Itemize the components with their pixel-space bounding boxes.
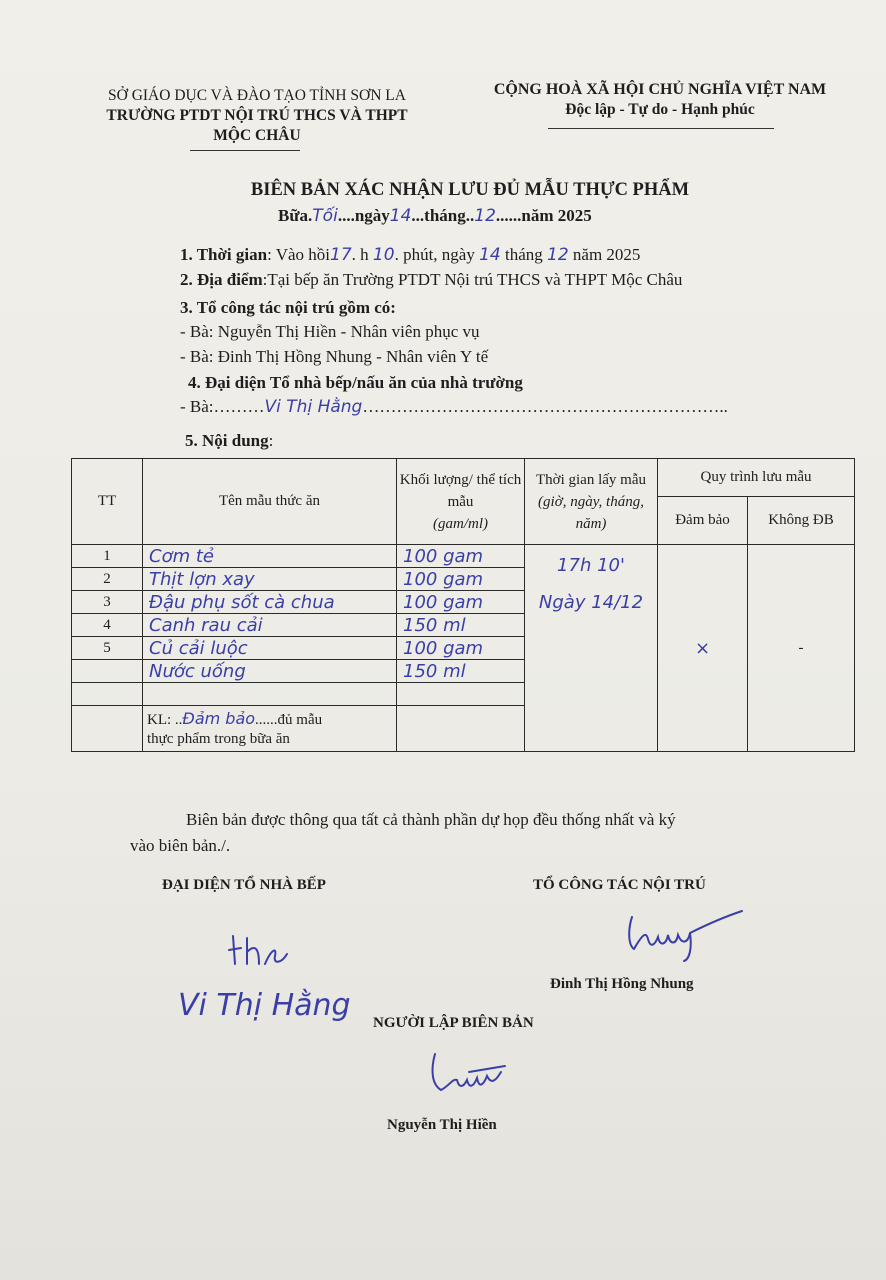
- table-row: 3 Đậu phụ sốt cà chua 100 gam: [72, 591, 855, 614]
- month-value: 12: [547, 245, 569, 265]
- conclusion-value: Đảm bảo: [182, 708, 256, 728]
- kitchen-representative: - Bà:………Vi Thị Hằng………………………………………………………..: [180, 397, 728, 417]
- team-signer-name: Đinh Thị Hồng Nhung: [550, 976, 694, 992]
- food-name: Cơm tẻ: [149, 545, 214, 567]
- kitchen-signer-name: Vi Thị Hằng: [178, 988, 351, 1023]
- section-content-heading: 5. Nội dung:: [185, 431, 274, 450]
- col-header-mass: Khối lượng/ thể tích mẫu (gam/ml): [397, 459, 525, 545]
- header-left: [82, 86, 432, 146]
- conclusion-cell: KL: ..Đảm bảo......đủ mẫu thực phẩm trong bữa ăn: [143, 706, 397, 752]
- minute-value: 10: [372, 245, 395, 265]
- meal-value: Tối: [312, 206, 338, 226]
- col-header-not-ok: Không ĐB: [748, 497, 855, 545]
- team-member-1: - Bà: Nguyễn Thị Hiền - Nhân viên phục vụ: [180, 322, 480, 341]
- food-mass: 150 ml: [403, 614, 466, 636]
- food-mass: 150 ml: [403, 660, 466, 682]
- col-header-tt: TT: [72, 459, 143, 545]
- department-name: SỞ GIÁO DỤC VÀ ĐÀO TẠO TỈNH SƠN LA: [108, 87, 406, 104]
- closing-line-1: Biên bản được thông qua tất cả thành phần dự họp đều thống nhất và ký: [186, 810, 676, 829]
- food-name: Nước uống: [149, 660, 246, 682]
- food-name: Thịt lợn xay: [149, 568, 255, 590]
- section-location: 2. Địa điểm:Tại bếp ăn Trường PTDT Nội trú THCS và THPT Mộc Châu: [180, 270, 683, 289]
- food-name: Đậu phụ sốt cà chua: [149, 591, 335, 613]
- hour-value: 17: [330, 245, 352, 265]
- closing-line-2: vào biên bản./.: [130, 836, 231, 855]
- section-kitchen-heading: 4. Đại diện Tổ nhà bếp/nấu ăn của nhà trường: [188, 373, 523, 392]
- food-mass: 100 gam: [403, 545, 484, 567]
- month-value: 12: [474, 206, 496, 226]
- recorder-signature-title: NGƯỜI LẬP BIÊN BẢN: [373, 1015, 534, 1031]
- ok-mark: ×: [694, 637, 711, 659]
- kitchen-signature-icon: [225, 930, 295, 970]
- national-motto: Độc lập - Tự do - Hạnh phúc: [565, 101, 755, 118]
- not-ok-mark: -: [798, 639, 804, 656]
- food-name: Canh rau cải: [149, 614, 263, 636]
- kitchen-rep-name: Vi Thị Hằng: [264, 397, 363, 417]
- section-team-heading: 3. Tổ công tác nội trú gồm có:: [180, 298, 396, 317]
- table-row: 5 Củ cải luộc 100 gam: [72, 637, 855, 660]
- not-ok-mark-cell: [748, 545, 855, 752]
- table-row: 2 Thịt lợn xay 100 gam: [72, 568, 855, 591]
- team-member-2: - Bà: Đinh Thị Hồng Nhung - Nhân viên Y tế: [180, 347, 489, 366]
- sample-time: 17h 10': [557, 555, 625, 576]
- national-title: CỘNG HOÀ XÃ HỘI CHỦ NGHĨA VIỆT NAM: [493, 81, 827, 98]
- recorder-signature-icon: [425, 1050, 515, 1100]
- food-name: Củ cải luộc: [149, 637, 248, 659]
- day-value: 14: [389, 206, 412, 226]
- document-subtitle: Bữa.Tối....ngày14...tháng..12......năm 2025: [278, 206, 592, 226]
- table-row: 1 Cơm tẻ 100 gam 17h 10' Ngày 14/12 × -: [72, 545, 855, 568]
- day-value: 14: [479, 245, 501, 265]
- kitchen-signature-title: ĐẠI DIỆN TỔ NHÀ BẾP: [162, 877, 326, 893]
- col-header-ok: Đảm bảo: [658, 497, 748, 545]
- section-time: 1. Thời gian: Vào hồi17. h 10. phút, ngày 14 tháng 12 năm 2025: [180, 245, 641, 265]
- sample-date: Ngày 14/12: [538, 592, 644, 613]
- header-right: [470, 80, 850, 120]
- col-header-time: Thời gian lấy mẫu (giờ, ngày, tháng, năm): [525, 459, 658, 545]
- col-header-process: Quy trình lưu mẫu: [658, 459, 855, 497]
- header-right-underline: [548, 128, 774, 129]
- school-location: MỘC CHÂU: [213, 127, 301, 144]
- col-header-name: Tên mẫu thức ăn: [143, 459, 397, 545]
- food-mass: 100 gam: [403, 637, 484, 659]
- recorder-signer-name: Nguyễn Thị Hiền: [387, 1117, 497, 1133]
- document-title: BIÊN BẢN XÁC NHẬN LƯU ĐỦ MẪU THỰC PHẨM: [250, 180, 690, 200]
- team-signature-icon: [620, 905, 750, 965]
- team-signature-title: TỔ CÔNG TÁC NỘI TRÚ: [533, 877, 706, 893]
- food-mass: 100 gam: [403, 591, 484, 613]
- table-row: 4 Canh rau cải 150 ml: [72, 614, 855, 637]
- food-sample-table: [71, 458, 855, 752]
- header-left-underline: [190, 150, 300, 151]
- school-name: TRƯỜNG PTDT NỘI TRÚ THCS VÀ THPT: [106, 107, 408, 124]
- ok-mark-cell: [658, 545, 748, 752]
- food-mass: 100 gam: [403, 568, 484, 590]
- sample-time-cell: [525, 545, 658, 752]
